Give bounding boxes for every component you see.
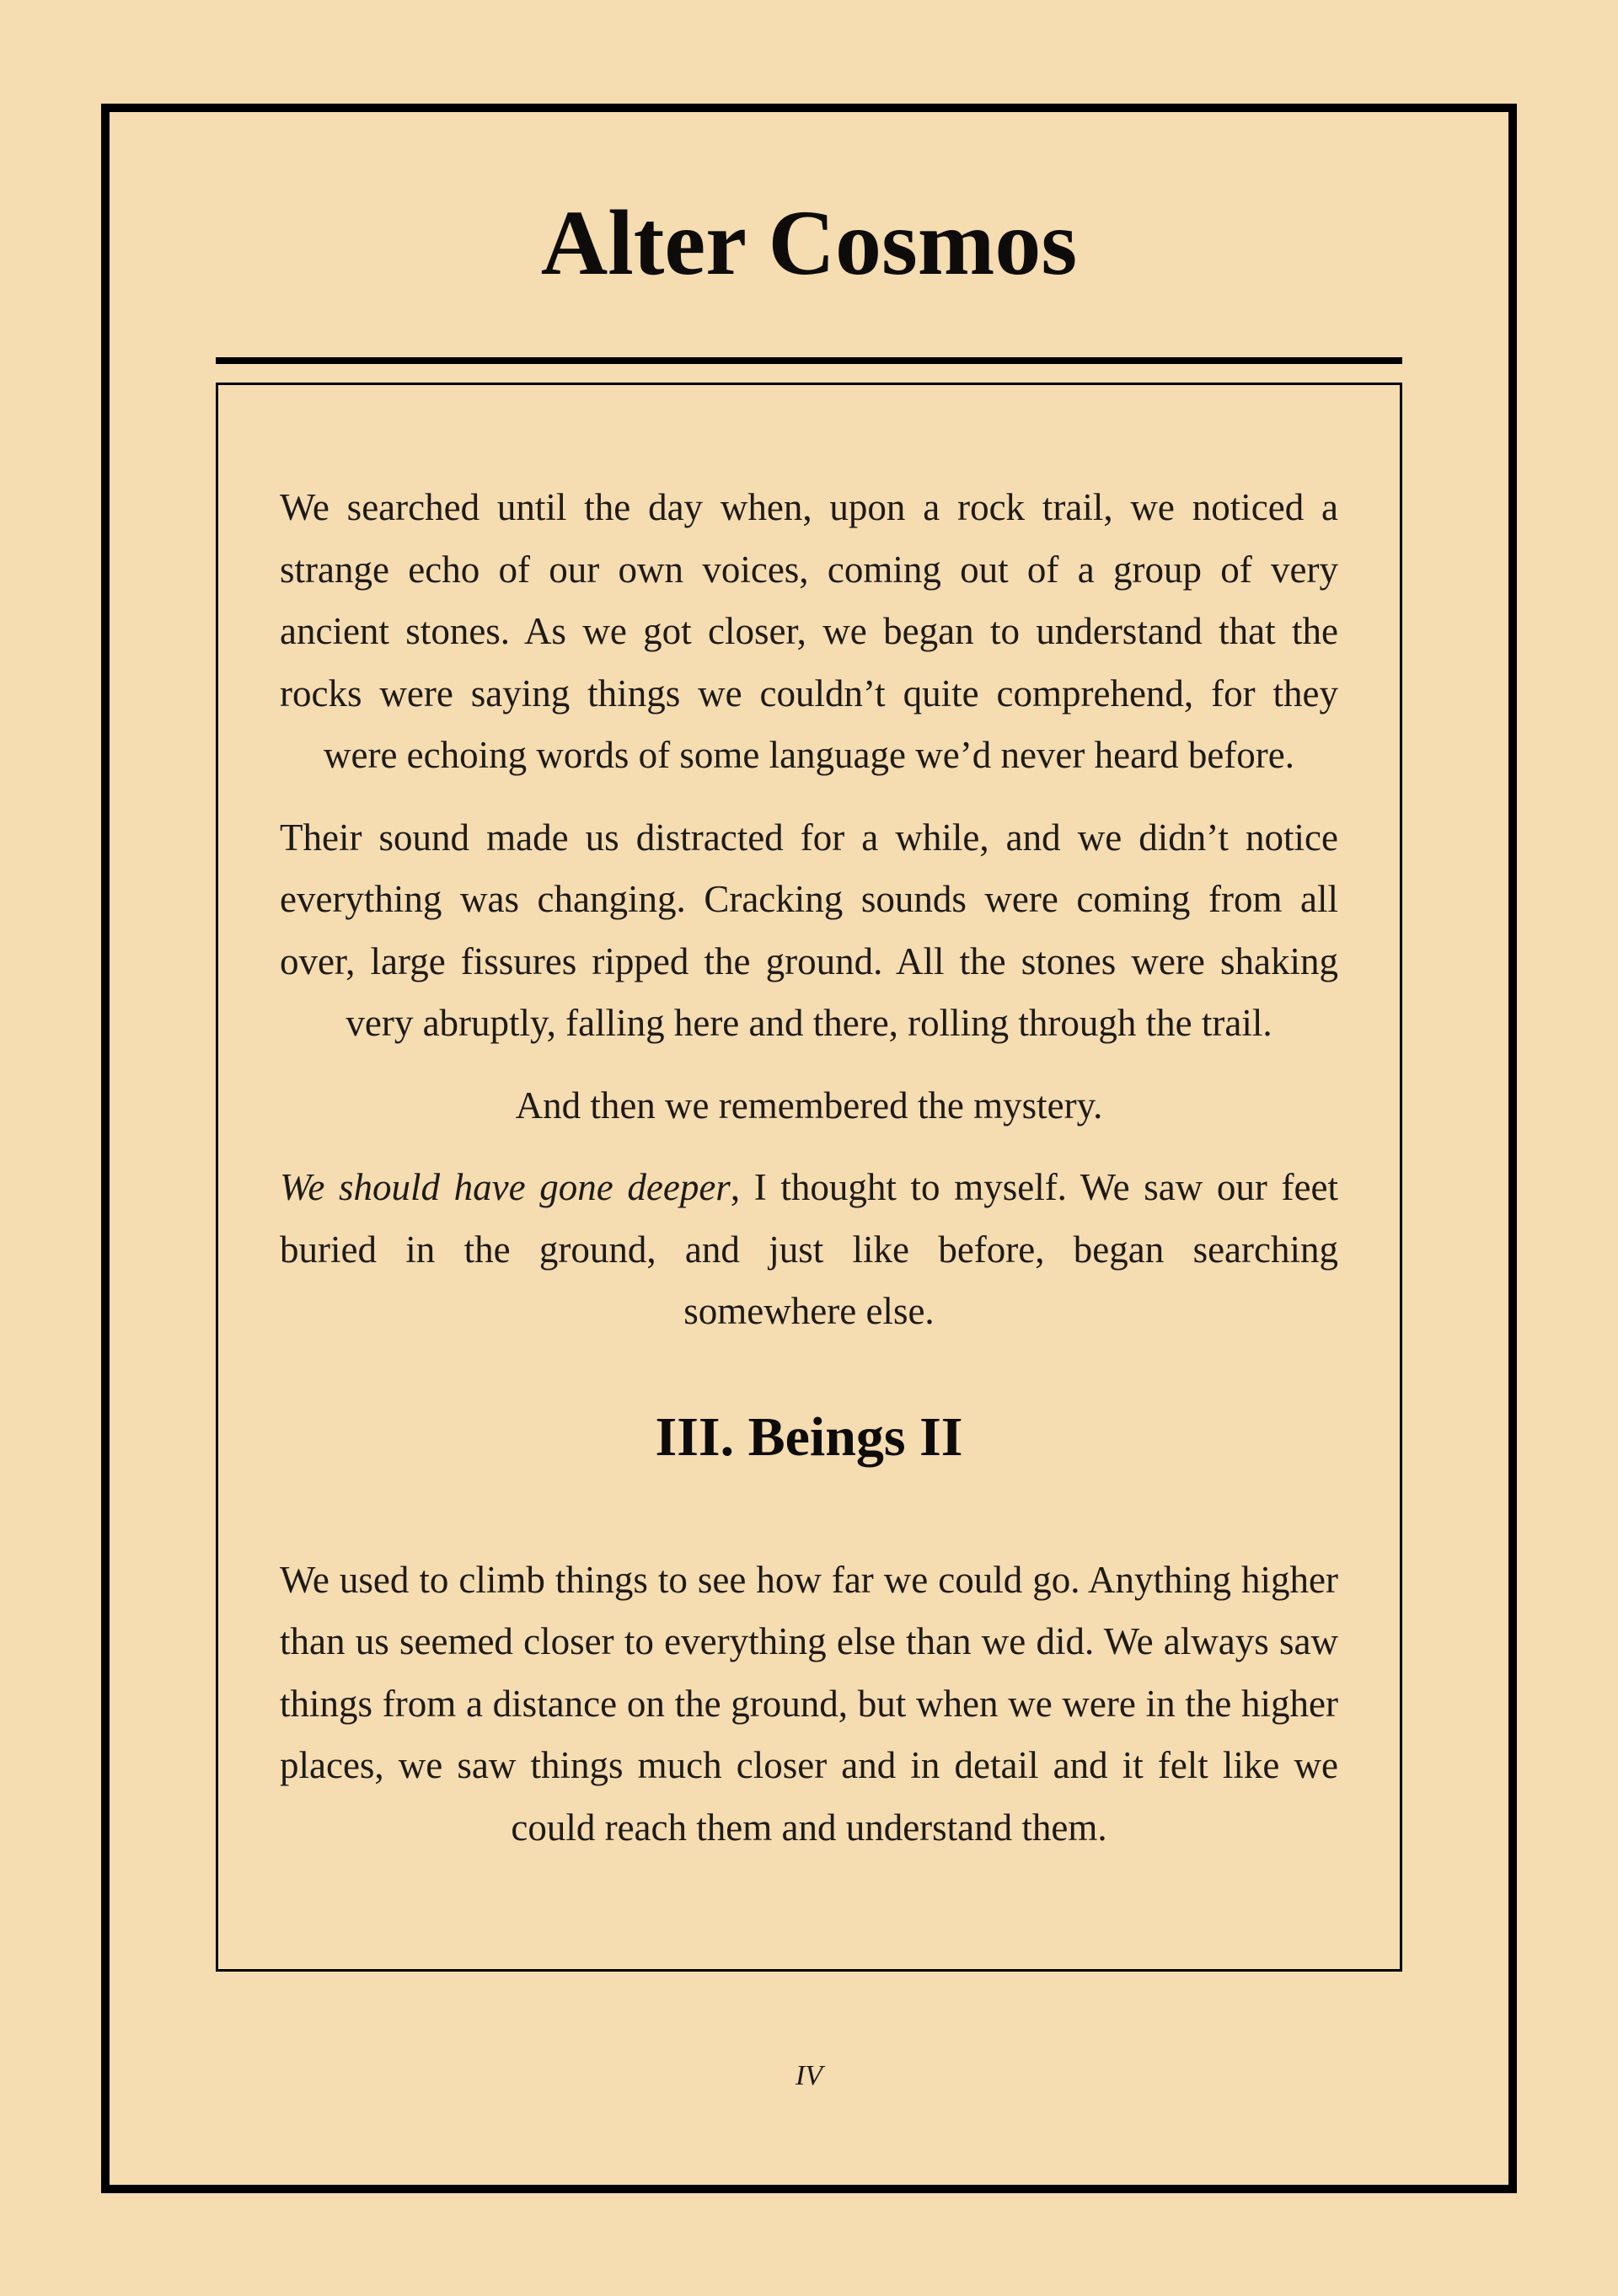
title-divider [216, 357, 1402, 364]
paragraph-rock-trail: We searched until the day when, upon a rock trail, we noticed a strange echo of our own voices, coming out of a group of very ancient stones. As we got closer, we began to understand that the rocks were saying things we couldn’t quite comprehend, for they were echoing words of some language we’d never heard before. [280, 486, 1338, 776]
italic-phrase: We should have gone deeper [280, 1166, 731, 1208]
paragraph-go-deeper-rest: , I thought to myself. We saw our feet buried in the ground, and just like before, began searching somewhere else. [280, 1166, 1338, 1332]
paragraph-climb-things: We used to climb things to see how far we could go. Anything higher than us seemed closer to everything else than we did. We always saw things from a distance on the ground, but when we were in the higher places, we saw things much closer and in detail and it felt like we could reach them and understand them. [280, 1558, 1338, 1849]
paragraph-mystery: And then we remembered the mystery. [515, 1084, 1103, 1127]
paragraph-go-deeper [280, 1157, 1338, 1343]
body-text [280, 477, 1338, 1859]
page-title: Alter Cosmos [540, 191, 1078, 294]
paragraph-stones-shaking: Their sound made us distracted for a while, and we didn’t notice everything was changing. Cracking sounds were coming from all over, large fissures ripped the ground. All the stones were shaking very abruptly, falling here and there, rolling through the trail. [280, 816, 1338, 1044]
section-heading: III. Beings II [655, 1405, 963, 1468]
page-number: IV [795, 2060, 823, 2091]
